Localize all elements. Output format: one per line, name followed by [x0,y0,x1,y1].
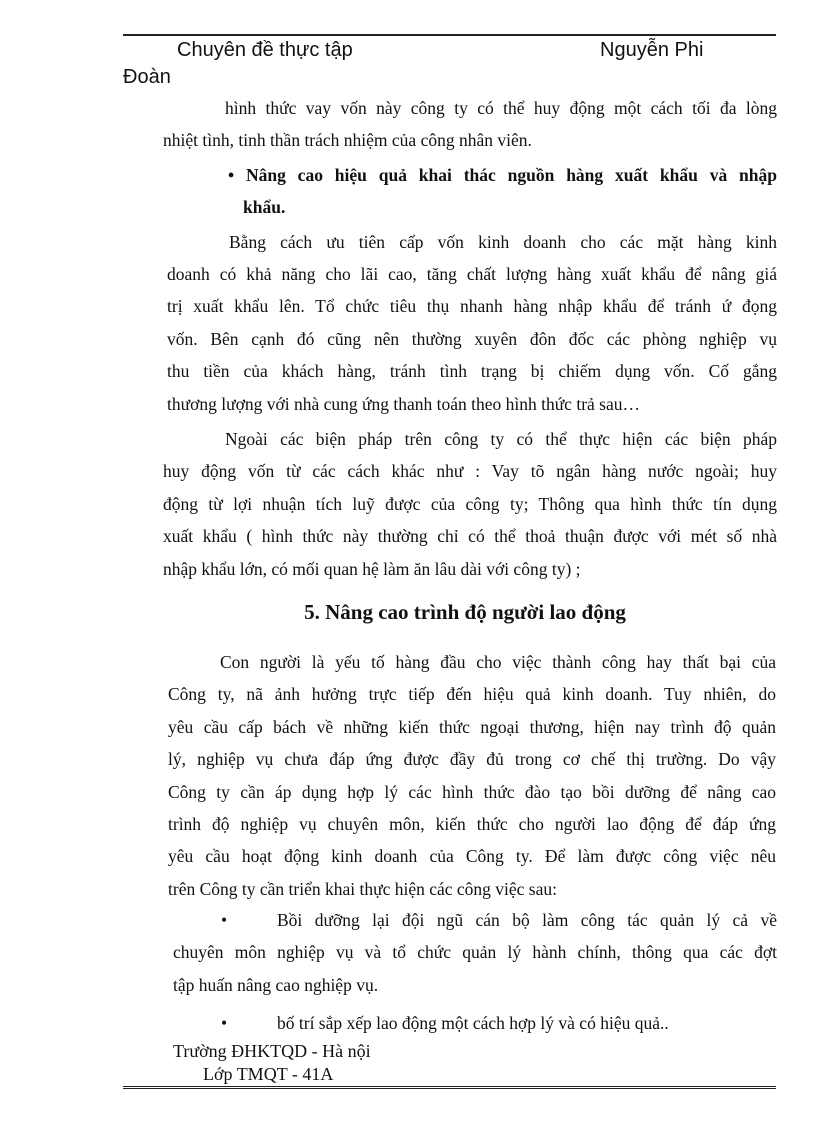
paragraph [168,646,776,905]
bullet-icon: • [221,910,228,930]
paragraph-line: động từ lợi nhuận tích luỹ được của công ty; Thông qua hình thức tín dụng [163,493,777,514]
footer-school: Trường ĐHKTQD - Hà nội [173,1041,371,1061]
list-item [173,904,777,1001]
list-item-line: chuyên môn nghiệp vụ và tổ chức quản lý hành chính, thông qua các đợt [173,942,777,963]
paragraph-line: xuất khẩu ( hình thức này thường chỉ có thể thoả thuận được với mét số nhà [163,526,777,547]
paragraph [163,226,777,420]
paragraph-line: nhập khẩu lớn, có mối quan hệ làm ăn lâu dài với công ty) ; [163,558,581,579]
list-item [173,1007,777,1039]
paragraph-line: hình thức vay vốn này công ty có thể huy động một cách tối đa lòng [225,98,777,118]
paragraph-line: doanh có khả năng cho lãi cao, tăng chất lượng hàng xuất khẩu để nâng giá [167,264,777,285]
list-item-line: Bồi dưỡng lại đội ngũ cán bộ làm công tác quản lý cả về [277,910,777,930]
paragraph-line: nhiệt tình, tinh thần trách nhiệm của công nhân viên. [163,130,532,151]
list-item-line: bố trí sắp xếp lao động một cách hợp lý và có hiệu quả.. [277,1013,669,1034]
paragraph-line: thu tiền của khách hàng, tránh tình trạng bị chiếm dụng vốn. Cố gắng [167,361,777,382]
bold-bullet-heading-cont: khẩu. [243,197,286,218]
paragraph-line: trị xuất khẩu lên. Tổ chức tiêu thụ nhanh hàng nhập khẩu để tránh ứ đọng [167,296,777,317]
paragraph-line: Con người là yếu tố hàng đầu cho việc thành công hay thất bại của [220,652,776,672]
paragraph-line: Công ty cần áp dụng hợp lý các hình thức đào tạo bồi dưỡng để nâng cao [168,781,776,802]
footer-class: Lớp TMQT - 41A [203,1064,334,1084]
header-author: Nguyễn Phi [600,39,704,61]
bold-bullet-heading: • Nâng cao hiệu quả khai thác nguồn hàng xuất khẩu và nhập [228,164,777,185]
paragraph-line: Công ty, nã ảnh hưởng trực tiếp đến hiệu quả kinh doanh. Tuy nhiên, do [168,684,776,705]
paragraph-line: Ngoài các biện pháp trên công ty có thể thực hiện các biện pháp [225,429,777,450]
paragraph-line: huy động vốn từ các cách khác như : Vay tõ ngân hàng nước ngoài; huy [163,461,777,482]
list-item-line: tập huấn nâng cao nghiệp vụ. [173,974,379,995]
footer-rule-second [123,1088,776,1089]
header-title: Chuyên đề thực tập [177,39,353,61]
paragraph-line: Bằng cách ưu tiên cấp vốn kinh doanh cho các mặt hàng kinh [229,231,777,252]
paragraph-line: yêu cầu cấp bách về những kiến thức ngoại thương, hiện nay trình độ quản [168,716,776,737]
footer-rule [123,1086,776,1087]
paragraph-line: trên Công ty cần triển khai thực hiện các công việc sau: [168,878,557,899]
header-author-cont: Đoàn [123,66,171,88]
paragraph-line: trình độ nghiệp vụ chuyên môn, kiến thức cho người lao động để đáp ứng [168,814,776,835]
section-title: 5. Nâng cao trình độ người lao động [304,600,626,624]
bullet-list [173,904,777,1040]
paragraph-line: vốn. Bên cạnh đó cũng nên thường xuyên đôn đốc các phòng nghiệp vụ [167,328,777,349]
header-rule [123,34,776,36]
bullet-icon: • [221,1013,228,1034]
paragraph-line: thương lượng với nhà cung ứng thanh toán theo hình thức trả sau… [167,393,640,414]
paragraph [163,423,777,585]
paragraph-line: yêu cầu hoạt động kinh doanh của Công ty. Để làm được công việc nêu [168,846,776,867]
paragraph-line: lý, nghiệp vụ chưa đáp ứng được đầy đủ trong cơ chế thị trường. Do vậy [168,749,776,770]
body-text [163,92,777,585]
